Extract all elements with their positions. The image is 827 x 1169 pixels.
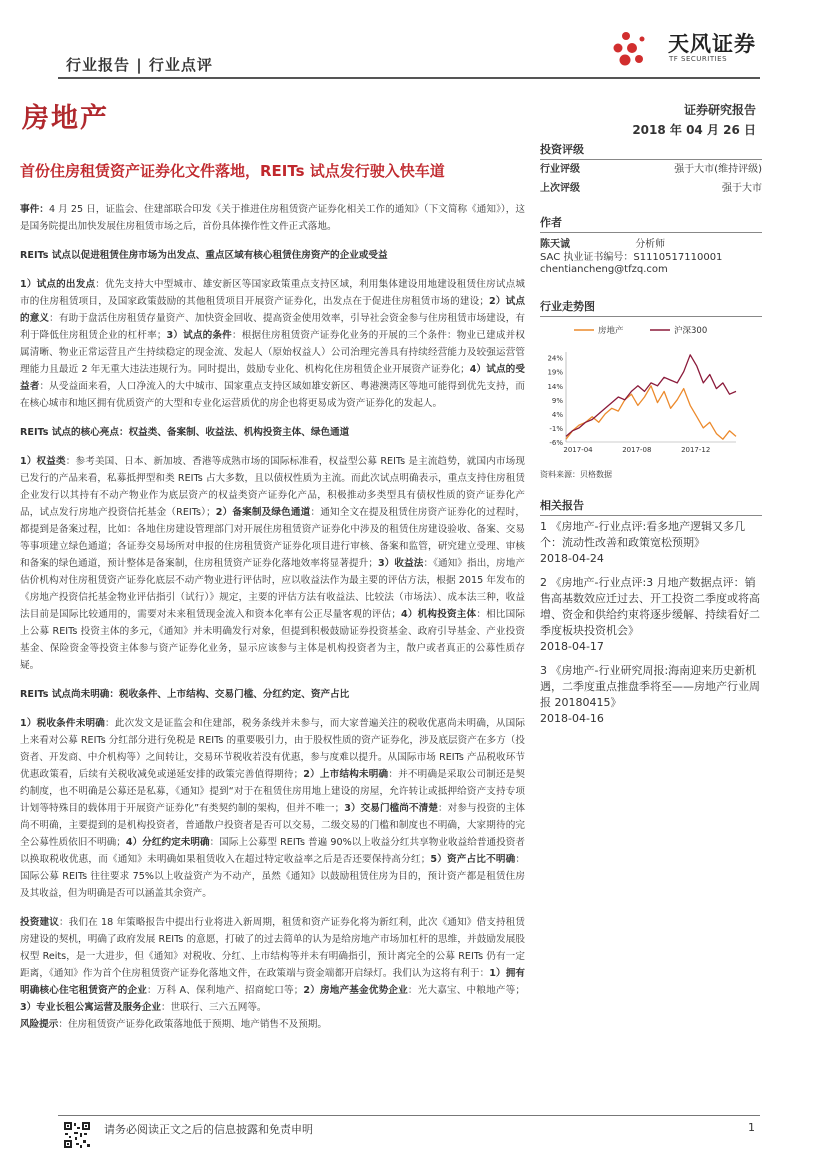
risk-paragraph: 风险提示：住房租赁资产证券化政策落地低于预期、地产销售不及预期。 — [20, 1019, 327, 1030]
trend-heading: 行业走势图 — [540, 298, 762, 317]
report-category: 行业报告 | 行业点评 — [66, 56, 213, 74]
x-tick-label: 2017-12 — [681, 446, 711, 454]
sidebar-related — [540, 497, 762, 735]
section-paragraph: 1）税收条件未明确：此次发文是证监会和住建部，税务条线并未参与，而大家普遍关注的税收优惠尚未明确，从国际上来看对公募 REITs 分红部分进行免税是 REITs 的重要吸引力，由于股权性质的资产证券化，涉及底层资产在多方（投资者、开发商、中介机构等）之间转让，交易环节税收若没有优惠，参与度难以提升。从国际市场 REITs 产品税收环节优惠政策看，后续有关税收减免或递延安排的政策完善值得期待；2）上市结构未明确：并不明确是采取公司制还是契约制度，也不明确是公募还是私募，《通知》提到“对于在租赁住房用地上建设的房屋，允许转让或抵押给资产支持专项计划等特殊目的载体用于开展资产证券化”有类契约制的架构，但并不唯一；3）交易门槛尚不清楚：对参与投资的主体尚不明确，主要提到的是机构投资者，普通散户投资者是否可以交易，二级交易的门槛和制度也不明确，大家期待的完全公募性质依旧不明确；4）分红约定未明确：国际上公募型 REITs 普遍 90%以上收益分红共享物业收益给普通投资者以换取税收优惠，而《通知》未明确如果租赁收入在超过特定收益率之后是否还要保持高分红；5）资产占比不明确：国际公募 REITs 往往要求 75%以上收益资产为不动产，虽然《通知》以鼓励租赁住房为目的，预计资产都是租赁住房及其收益，但为明确是否可以涵盖其余资产。 — [20, 718, 526, 899]
y-tick-label: 19% — [547, 368, 563, 377]
page-number: 1 — [748, 1121, 755, 1134]
report-date: 2018 年 04 月 26 日 — [632, 123, 756, 137]
event-paragraph: 事件：4 月 25 日，证监会、住建部联合印发《关于推进住房租赁资产证券化相关工作的通知》（下文简称《通知》），这是国务院提出加快发展住房租赁市场之后，首份具体操作性文件正式落地。 — [20, 204, 526, 232]
y-tick-label: -6% — [549, 439, 563, 447]
series-line-0 — [566, 386, 736, 439]
analyst-name: 陈天诚 — [540, 239, 570, 250]
section-heading: REITs 试点尚未明确：税收条件、上市结构、交易门槛、分红约定、资产占比 — [20, 689, 350, 700]
related-item-3[interactable]: 3 《房地产-行业研究周报:海南迎来历史新机遇，二季度重点推盘季将至——房地产行业周报 20180415》 2018-04-16 — [540, 664, 760, 725]
qr-code-icon — [63, 1121, 91, 1149]
y-tick-label: 9% — [551, 396, 563, 405]
section-heading: REITs 试点以促进租赁住房市场为出发点、重点区域有核心租赁住房资产的企业或受益 — [20, 250, 388, 261]
logo-mark-icon — [614, 32, 645, 66]
analyst-row — [540, 239, 762, 252]
y-tick-label: 4% — [551, 410, 563, 419]
legend-label: 沪深300 — [674, 326, 708, 336]
y-tick-label: 14% — [547, 382, 563, 391]
section-paragraph: 1）权益类：参考美国、日本、新加坡、香港等成熟市场的国际标准看，权益型公募 REITs 是主流趋势，就国内市场现已发行的产品来看，私募抵押型和类 REITs 占大多数，且以债权性质为主流。而此次试点明确表示，重点支持住房租赁企业发行以其持有不动产物业作为底层资产的权益类资产证券化产品，积极推动多类型具有债权性质的资产证券化产品，试点发行房地产投资信托基金（REITs）；2）备案制及绿色通道：通知全文在提及租赁住房资产证券化的过程时，都提到是备案过程，比如：各地住房建设管理部门对开展住房租赁资产证券化中涉及的租赁住房建设验收、备案、交易等事项建立绿色通道；各证券交易场所对申报的住房租赁资产证券化项目进行审核、备案和监管，研究建立受理、审核和备案的绿色通道，预计整体是备案制，住房租赁资产证券化落地效率将显著提升；3）收益法：《通知》指出，房地产估价机构对住房租赁资产证券化底层不动产物业进行评估时，应以收益法作为最主要的评估方法，根据 2015 年发布的《房地产投资信托基金物业评估指引（试行）》规定，主要的评估方法有收益法、比较法（市场法）、成本法三种，收益法目前是国际比较通用的，需要对未来租赁现金流入和资本化率有公正尽量客观的评估；4）机构投资主体：相比国际上公募 REITs 投资主体的多元，《通知》并未明确发行对象，但提到积极鼓励证券投资基金、政府引导基金、产业投资基金、保险资金等投资主体参与资产证券化业务，显示应该参与主体是机构投资者为主，散户或者真正的公募性质存疑。 — [20, 456, 526, 671]
sector-title: 房地产 — [22, 103, 109, 134]
header-divider — [58, 77, 760, 79]
y-tick-label: 24% — [547, 354, 563, 363]
y-tick-label: -1% — [549, 424, 563, 433]
x-tick-label: 2017-04 — [563, 446, 593, 454]
sidebar-author — [540, 214, 762, 277]
chart-source: 资料来源：贝格数据 — [540, 470, 612, 479]
logo-text-en: TF SECURITIES — [669, 55, 728, 63]
analyst-email[interactable]: chentiancheng@tfzq.com — [540, 264, 668, 275]
related-item-1[interactable]: 1 《房地产-行业点评:看多地产逻辑又多几个：流动性改善和政策宽松预期》 2018-04-24 — [540, 520, 746, 565]
sac-number: SAC 执业证书编号：S1110517110001 — [540, 251, 723, 263]
report-title: 首份住房租赁资产证券化文件落地，REITs 试点发行驶入快车道 — [20, 162, 445, 180]
legend-label: 房地产 — [598, 326, 624, 336]
related-item-2[interactable]: 2 《房地产-行业点评:3 月地产数据点评：销售高基数效应迁过去、开工投资二季度或将高增、资金和供给约束将逐步缓解、持续看好二季度板块投资机会》 2018-04-17 — [540, 576, 760, 653]
report-type: 证券研究报告 — [683, 103, 756, 117]
author-heading: 作者 — [540, 214, 762, 233]
x-tick-label: 2017-08 — [622, 446, 652, 454]
section-paragraph: 1）试点的出发点：优先支持大中型城市、雄安新区等国家政策重点支持区域，利用集体建设用地建设租赁住房试点城市的住房租赁项目，及国家政策鼓励的其他租赁项目开展资产证券化，出发点在于促进住房租赁市场的建设；2）试点的意义：有助于盘活住房租赁存量资产、加快资金回收、提高资金使用效率，引导社会资金参与住房租赁市场建设，有利于降低住房租赁企业的杠杆率；3）试点的条件：根据住房租赁资产证券化业务的开展的三个条件：物业已建成并权属清晰、物业正常运营且产生持续稳定的现金流、发起人（原始权益人）公司治理完善具有持续经营能力及较强运营管理能力且最近 2 年无重大违法违规行为。同时提出，鼓励专业化、机构化住房租赁企业开展资产证券化；4）试点的受益者：从受益面来看，人口净流入的大中城市、国家重点支持区域如雄安新区、粤港澳湾区等地可能得到优先支持，而在核心城市和地区拥有优质资产的大型和专业化运营质优的房企也将更易成为资产证券化的发起人。 — [20, 279, 526, 409]
previous-rating-row: 上次评级 强于大市 — [540, 183, 762, 194]
footer-divider — [58, 1115, 760, 1116]
sidebar-trend — [540, 298, 762, 317]
investment-paragraph: 投资建议：我们在 18 年策略报告中提出行业将进入新周期，租赁和资产证券化将为新红利，此次《通知》借支持租赁房建设的契机，明确了政府发展 REITs 的意愿，打破了的过去简单的认为是给房地产市场加杠杆的思维，并鼓励发展股权型 Reits，是一大进步，但《通知》对税收、分红、上市结构等并未有明确指引，预计离完全的公募 REITs 仍有一定距离，《通知》作为首个住房租赁资产证券化落地文件，在政策端与资金端都开启绿灯。我们认为这将有利于：1）拥有明确核心住宅租赁资产的企业：万科 A、保利地产、招商蛇口等；2）房地产基金优势企业：光大嘉宝、中粮地产等；3）专业长租公寓运营及服务企业：世联行、三六五网等。 — [20, 917, 526, 1013]
main-body — [20, 201, 525, 1045]
industry-rating-row: 行业评级 强于大市(维持评级) — [540, 164, 762, 175]
industry-trend-chart — [540, 318, 762, 458]
section-heading: REITs 试点的核心亮点：权益类、备案制、收益法、机构投资主体、绿色通道 — [20, 427, 350, 438]
logo-text: 天风证券 — [668, 32, 756, 56]
related-heading: 相关报告 — [540, 497, 762, 516]
rating-heading: 投资评级 — [540, 141, 762, 160]
disclaimer: 请务必阅读正文之后的信息披露和免责申明 — [104, 1123, 313, 1136]
sidebar-rating — [540, 141, 762, 198]
analyst-title: 分析师 — [635, 239, 666, 250]
